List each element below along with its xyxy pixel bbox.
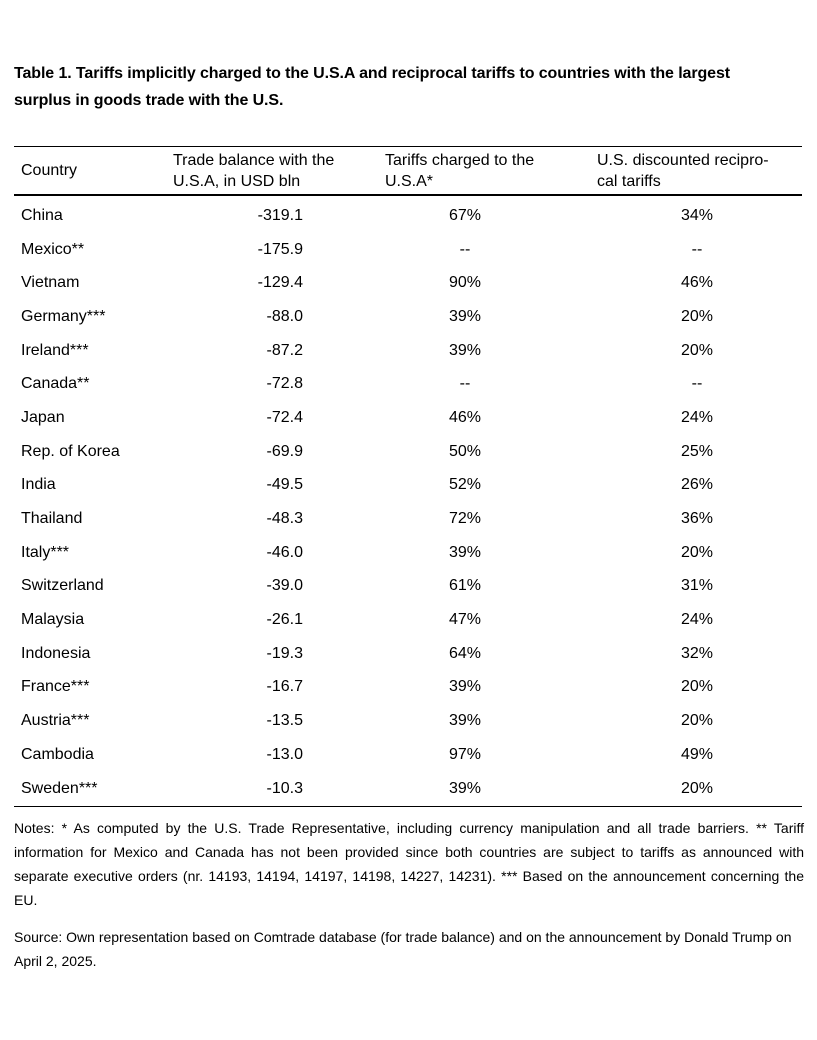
table-header [14,147,802,196]
cell-trade-balance: -319.1 [257,206,303,224]
cell-country: Austria*** [21,712,90,730]
cell-reciprocal-tariff: 31% [680,577,714,595]
cell-reciprocal-tariff: 20% [680,307,714,325]
cell-tariffs-charged: 90% [448,274,482,292]
cell-country: Ireland*** [21,341,89,359]
cell-trade-balance: -87.2 [266,341,303,359]
cell-trade-balance: -13.0 [266,745,303,763]
cell-country: Mexico** [21,240,85,258]
cell-tariffs-charged: 97% [448,745,482,763]
header-tariffs-charged-line-2: U.S.A* [385,173,434,190]
cell-tariffs-charged: 46% [448,408,482,426]
table-row [14,536,802,570]
cell-trade-balance: -13.5 [266,712,303,730]
cell-trade-balance: -39.0 [266,577,303,595]
cell-trade-balance: -16.7 [266,678,303,696]
header-reciprocal-tariffs-line-1: U.S. discounted recipro- [597,152,769,169]
table-source: Source: Own representation based on Comtrade database (for trade balance) and on the announcement by Donald Trump on April 2, 2025. [14,929,792,969]
table-row [14,469,802,503]
table-row [14,671,802,705]
table-row [14,300,802,334]
table-row [14,233,802,267]
cell-tariffs-charged: -- [459,375,471,393]
header-trade-balance-line-2: U.S.A, in USD bln [173,173,301,190]
cell-reciprocal-tariff: 20% [680,341,714,359]
table-caption [14,60,794,114]
cell-trade-balance: -129.4 [257,274,303,292]
header-tariffs-charged [385,147,597,194]
table-row [14,199,802,233]
cell-trade-balance: -72.8 [266,375,303,393]
cell-reciprocal-tariff: 20% [680,543,714,561]
cell-country: Germany*** [21,307,106,325]
cell-trade-balance: -10.3 [266,779,303,797]
cell-country: Italy*** [21,543,70,561]
table-row [14,637,802,671]
cell-tariffs-charged: 39% [448,678,482,696]
table-row [14,435,802,469]
caption-line-2: surplus in goods trade with the U.S. [14,92,284,109]
cell-trade-balance: -46.0 [266,543,303,561]
cell-tariffs-charged: 39% [448,543,482,561]
cell-country: India [21,476,56,494]
cell-reciprocal-tariff: 32% [680,644,714,662]
table-row [14,367,802,401]
cell-tariffs-charged: 50% [448,442,482,460]
table-row [14,738,802,772]
table-row [14,401,802,435]
cell-tariffs-charged: 61% [448,577,482,595]
cell-tariffs-charged: 39% [448,341,482,359]
cell-reciprocal-tariff: 20% [680,678,714,696]
cell-reciprocal-tariff: 34% [680,206,714,224]
header-trade-balance-line-1: Trade balance with the [173,152,335,169]
cell-trade-balance: -49.5 [266,476,303,494]
table-row [14,570,802,604]
cell-tariffs-charged: 67% [448,206,482,224]
table-row [14,334,802,368]
table-body [14,196,802,806]
table-row [14,266,802,300]
cell-tariffs-charged: 39% [448,307,482,325]
cell-trade-balance: -69.9 [266,442,303,460]
cell-country: Rep. of Korea [21,442,120,460]
cell-tariffs-charged: 72% [448,510,482,528]
cell-country: France*** [21,678,90,696]
cell-country: Indonesia [21,644,91,662]
cell-country: Vietnam [21,274,80,292]
cell-reciprocal-tariff: 24% [680,611,714,629]
cell-tariffs-charged: -- [459,240,471,258]
cell-trade-balance: -19.3 [266,644,303,662]
cell-reciprocal-tariff: 36% [680,510,714,528]
cell-trade-balance: -26.1 [266,611,303,629]
tariff-table [14,146,802,807]
cell-country: Japan [21,408,65,426]
cell-reciprocal-tariff: 25% [680,442,714,460]
table-row [14,603,802,637]
cell-reciprocal-tariff: 20% [680,779,714,797]
cell-country: Malaysia [21,611,85,629]
cell-reciprocal-tariff: -- [691,240,703,258]
cell-reciprocal-tariff: 49% [680,745,714,763]
cell-country: Cambodia [21,745,94,763]
table-notes: Notes: * As computed by the U.S. Trade Representative, including currency manipulation and all trade barriers. ** Tariff information for Mexico and Canada has not been provided since both countries are subject to tariffs as announced with separate executive orders (nr. 14193, 14194, 14197, 14198, 14227, 14231). *** Based on the announcement concerning the EU. [14,820,804,908]
cell-reciprocal-tariff: 24% [680,408,714,426]
cell-tariffs-charged: 39% [448,712,482,730]
table-row [14,704,802,738]
cell-country: Sweden*** [21,779,98,797]
cell-tariffs-charged: 39% [448,779,482,797]
cell-trade-balance: -88.0 [266,307,303,325]
header-country: Country [21,162,78,179]
cell-reciprocal-tariff: -- [691,375,703,393]
cell-trade-balance: -72.4 [266,408,303,426]
header-tariffs-charged-line-1: Tariffs charged to the [385,152,535,169]
cell-trade-balance: -175.9 [257,240,303,258]
header-trade-balance [173,147,385,194]
cell-reciprocal-tariff: 46% [680,274,714,292]
table-row [14,502,802,536]
cell-tariffs-charged: 52% [448,476,482,494]
header-reciprocal-tariffs [597,147,802,194]
caption-line-1: Table 1. Tariffs implicitly charged to the U.S.A and reciprocal tariffs to countries with the largest [14,65,730,82]
cell-tariffs-charged: 47% [448,611,482,629]
table-row [14,772,802,806]
header-reciprocal-tariffs-line-2: cal tariffs [597,173,661,190]
cell-trade-balance: -48.3 [266,510,303,528]
cell-reciprocal-tariff: 26% [680,476,714,494]
cell-reciprocal-tariff: 20% [680,712,714,730]
cell-country: China [21,206,63,224]
cell-country: Canada** [21,375,90,393]
cell-country: Switzerland [21,577,104,595]
cell-tariffs-charged: 64% [448,644,482,662]
cell-country: Thailand [21,510,83,528]
